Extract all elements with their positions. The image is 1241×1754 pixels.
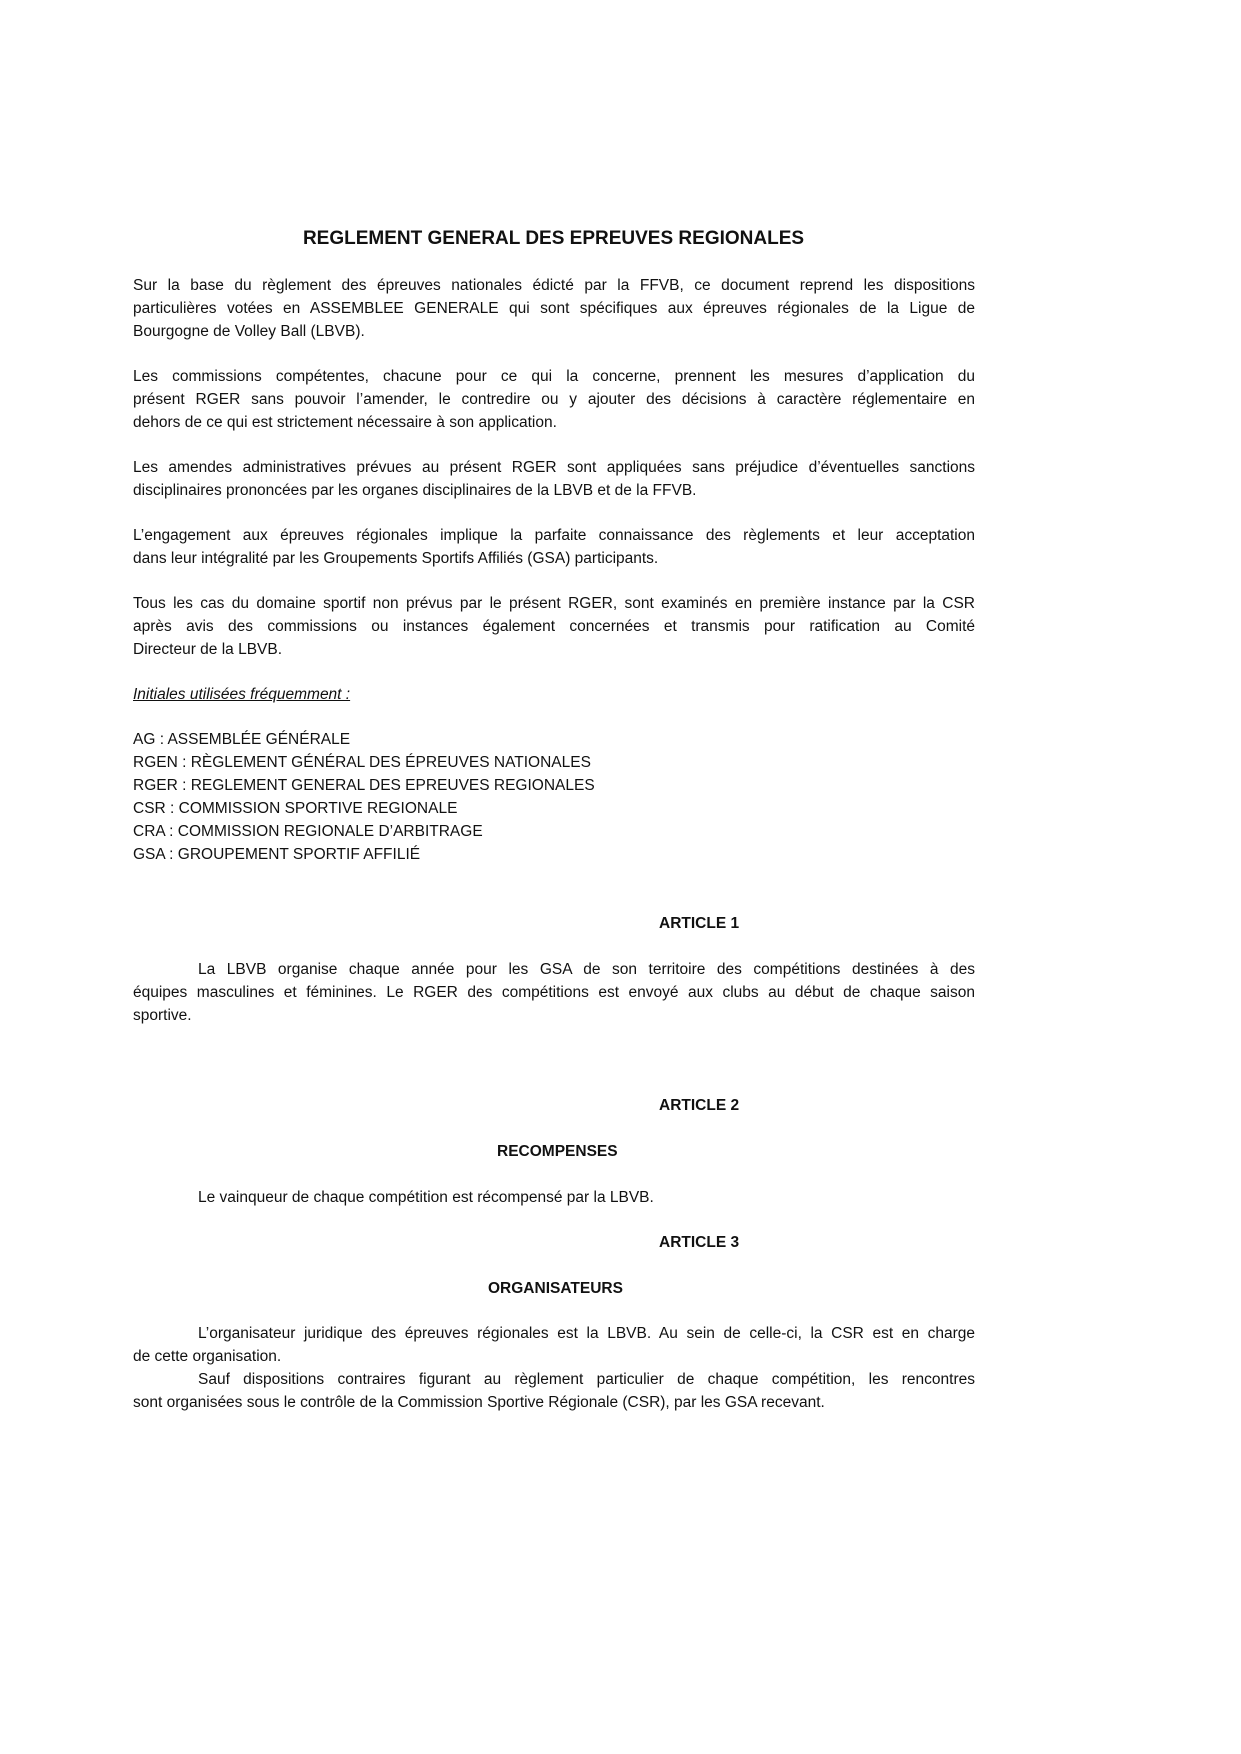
- text-line: disciplinaires prononcées par les organes disciplinaires de la LBVB et de la FFVB.: [133, 482, 697, 499]
- initials-item: GSA : GROUPEMENT SPORTIF AFFILIÉ: [133, 846, 421, 863]
- text-line: Les commissions compétentes, chacune pour ce qui la concerne, prennent les mesures d’application du: [133, 368, 975, 385]
- text-line: particulières votées en ASSEMBLEE GENERALE qui sont spécifiques aux épreuves régionales de la Ligue de: [133, 300, 975, 317]
- intro-paragraph-1: [133, 274, 975, 343]
- text-line: L’engagement aux épreuves régionales implique la parfaite connaissance des règlements et leur acceptation: [133, 527, 975, 544]
- text-line: équipes masculines et féminines. Le RGER des compétitions est envoyé aux clubs au début de chaque saison: [133, 984, 975, 1001]
- text-line: présent RGER sans pouvoir l’amender, le contredire ou y ajouter des décisions à caractère réglementaire en: [133, 391, 975, 408]
- article-2-heading: ARTICLE 2: [659, 1097, 740, 1114]
- initials-item: CRA : COMMISSION REGIONALE D’ARBITRAGE: [133, 823, 483, 840]
- text-line: Sauf dispositions contraires figurant au règlement particulier de chaque compétition, les rencontres: [198, 1371, 975, 1388]
- text-line: Directeur de la LBVB.: [133, 641, 283, 658]
- text-line: Le vainqueur de chaque compétition est récompensé par la LBVB.: [198, 1189, 654, 1206]
- text-line: dehors de ce qui est strictement nécessaire à son application.: [133, 414, 557, 431]
- article-1-body: [133, 958, 975, 1027]
- initials-item: AG : ASSEMBLÉE GÉNÉRALE: [133, 731, 351, 748]
- text-line: après avis des commissions ou instances également concernées et transmis pour ratification au Comité: [133, 618, 975, 635]
- intro-paragraph-5: [133, 592, 975, 661]
- text-line: Tous les cas du domaine sportif non prévus par le présent RGER, sont examinés en première instance par la CSR: [133, 595, 975, 612]
- text-line: sportive.: [133, 1007, 192, 1024]
- article-3-heading: ARTICLE 3: [659, 1234, 740, 1251]
- text-line: Sur la base du règlement des épreuves nationales édicté par la FFVB, ce document reprend les dispositions: [133, 277, 975, 294]
- text-line: Les amendes administratives prévues au présent RGER sont appliquées sans préjudice d’éventuelles sanctions: [133, 459, 975, 476]
- initials-item: RGER : REGLEMENT GENERAL DES EPREUVES REGIONALES: [133, 777, 595, 794]
- intro-paragraph-2: [133, 365, 975, 434]
- initials-heading: [133, 683, 975, 706]
- intro-paragraph-4: [133, 524, 975, 570]
- article-1-heading: ARTICLE 1: [659, 915, 740, 932]
- intro-paragraph-3: [133, 456, 975, 502]
- document-title: REGLEMENT GENERAL DES EPREUVES REGIONALES: [302, 228, 805, 249]
- initials-item: RGEN : RÈGLEMENT GÉNÉRAL DES ÉPREUVES NATIONALES: [133, 754, 591, 771]
- article-2-subheading: RECOMPENSES: [497, 1143, 618, 1160]
- text-line: de cette organisation.: [133, 1348, 282, 1365]
- initials-list: [133, 728, 975, 866]
- text-line: Bourgogne de Volley Ball (LBVB).: [133, 323, 365, 340]
- article-3-subheading: ORGANISATEURS: [488, 1280, 623, 1297]
- article-2-body: [133, 1186, 975, 1209]
- text-line: L’organisateur juridique des épreuves régionales est la LBVB. Au sein de celle-ci, la CSR est en charge: [198, 1325, 975, 1342]
- text-line: dans leur intégralité par les Groupements Sportifs Affiliés (GSA) participants.: [133, 550, 659, 567]
- initials-item: CSR : COMMISSION SPORTIVE REGIONALE: [133, 800, 458, 817]
- initials-heading-text: Initiales utilisées fréquemment :: [133, 686, 351, 703]
- article-3-body: [133, 1322, 975, 1414]
- text-line: La LBVB organise chaque année pour les GSA de son territoire des compétitions destinées à des: [198, 961, 975, 978]
- text-line: sont organisées sous le contrôle de la Commission Sportive Régionale (CSR), par les GSA recevant.: [133, 1394, 825, 1411]
